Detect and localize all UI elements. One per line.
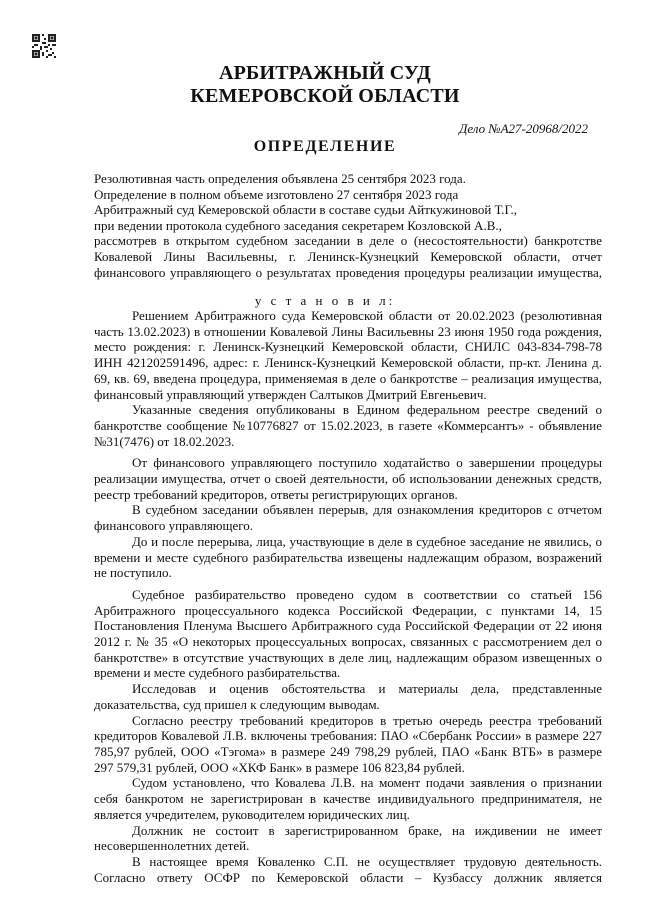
intro-line: Определение в полном объеме изготовлено 27 сентября 2023 года: [94, 186, 459, 202]
body-paragraph: От финансового управляющего поступило ходатайство о завершении процедуры реализации имущества, отчет о своей деятельности, об использовании денежных средств, реестр требований кредиторов, ответы регистрирующих органов.: [94, 455, 602, 502]
body-paragraph: Согласно реестру требований кредиторов в третью очередь реестра требований кредиторов Ковалевой Л.В. включены требования: ПАО «Сбербанк России» в размере 227 785,97 рублей, ООО «Тэгома» в размере 249 798,29 рублей, ПАО «Банк ВТБ» в размере 297 579,31 рублей, ООО «ХКФ Банк» в размере 106 823,84 рублей.: [94, 712, 602, 775]
court-name-line2: КЕМЕРОВСКОЙ ОБЛАСТИ: [190, 85, 460, 107]
intro-line: рассмотрев в открытом судебном заседании в деле о (несостоятельности) банкротстве Ковалевой Лины Васильевны, г. Ленинск-Кузнецкий Кемеровской области, отчет финансового управляющего о результатах проведения процедуры реализации имущества,: [94, 233, 602, 280]
document-body: [94, 308, 602, 885]
court-name: [0, 62, 650, 108]
intro-block: [94, 171, 602, 280]
body-paragraph: Должник не состоит в зарегистрированном браке, на иждивении не имеет несовершеннолетних детей.: [94, 822, 602, 854]
body-paragraph: В настоящее время Коваленко С.П. не осуществляет трудовую деятельность. Согласно ответу ОСФР по Кемеровской области – Кузбассу должник является: [94, 853, 602, 885]
section-label: у с т а н о в и л:: [254, 293, 396, 308]
intro-line: при ведении протокола судебного заседания секретарем Козловской А.В.,: [94, 217, 502, 233]
intro-line: Арбитражный суд Кемеровской области в составе судьи Айткужиновой Т.Г.,: [94, 202, 517, 218]
court-name-line1: АРБИТРАЖНЫЙ СУД: [218, 62, 431, 84]
body-paragraph: Судебное разбирательство проведено судом в соответствии со статьей 156 Арбитражного процессуального кодекса Российской Федерации, с пунктами 14, 15 Постановления Пленума Высшего Арбитражного суда Российской Федерации от 22 июня 2012 г. № 35 «О некоторых процессуальных вопросах, связанных с рассмотрением дел о банкротстве» в отсутствие участвующих в деле лиц, надлежащим образом извещенных о времени и месте судебного разбирательства.: [94, 586, 602, 681]
body-paragraph: В судебном заседании объявлен перерыв, для ознакомления кредиторов с отчетом финансового управляющего.: [94, 502, 602, 534]
qr-code: [32, 34, 56, 58]
document-title: ОПРЕДЕЛЕНИЕ: [253, 138, 397, 155]
body-paragraph: Судом установлено, что Ковалева Л.В. на момент подачи заявления о признании себя банкротом не зарегистрирован в качестве индивидуального предпринимателя, не является учредителем, руководителем юридических лиц.: [94, 775, 602, 822]
case-number: Дело №А27-20968/2022: [459, 121, 588, 136]
body-paragraph: Указанные сведения опубликованы в Едином федеральном реестре сведений о банкротстве сообщение №10776827 от 15.02.2023, в газете «Коммерсантъ» - объявление №31(7476) от 18.02.2023.: [94, 402, 602, 449]
body-paragraph: Исследовав и оценив обстоятельства и материалы дела, представленные доказательства, суд пришел к следующим выводам.: [94, 681, 602, 712]
body-paragraph: До и после перерыва, лица, участвующие в деле в судебное заседание не явились, о времени и месте судебного разбирательства извещены надлежащим образом, возражений не поступило.: [94, 533, 602, 581]
intro-line: Резолютивная часть определения объявлена 25 сентября 2023 года.: [94, 171, 466, 186]
body-paragraph: Решением Арбитражного суда Кемеровской области от 20.02.2023 (резолютивная часть 13.02.2023) в отношении Ковалевой Лины Васильевны 23 июня 1950 года рождения, место рождения: г. Ленинск-Кузнецкий Кемеровской области, СНИЛС 043-834-798-78 ИНН 421202591496, адрес: г. Ленинск-Кузнецкий Кемеровской области, пр-кт. Ленина д. 69, кв. 69, введена процедура, применяемая в деле о банкротстве – реализация имущества, финансовый управляющий утвержден Салтыков Дмитрий Евгеньевич.: [94, 308, 602, 402]
